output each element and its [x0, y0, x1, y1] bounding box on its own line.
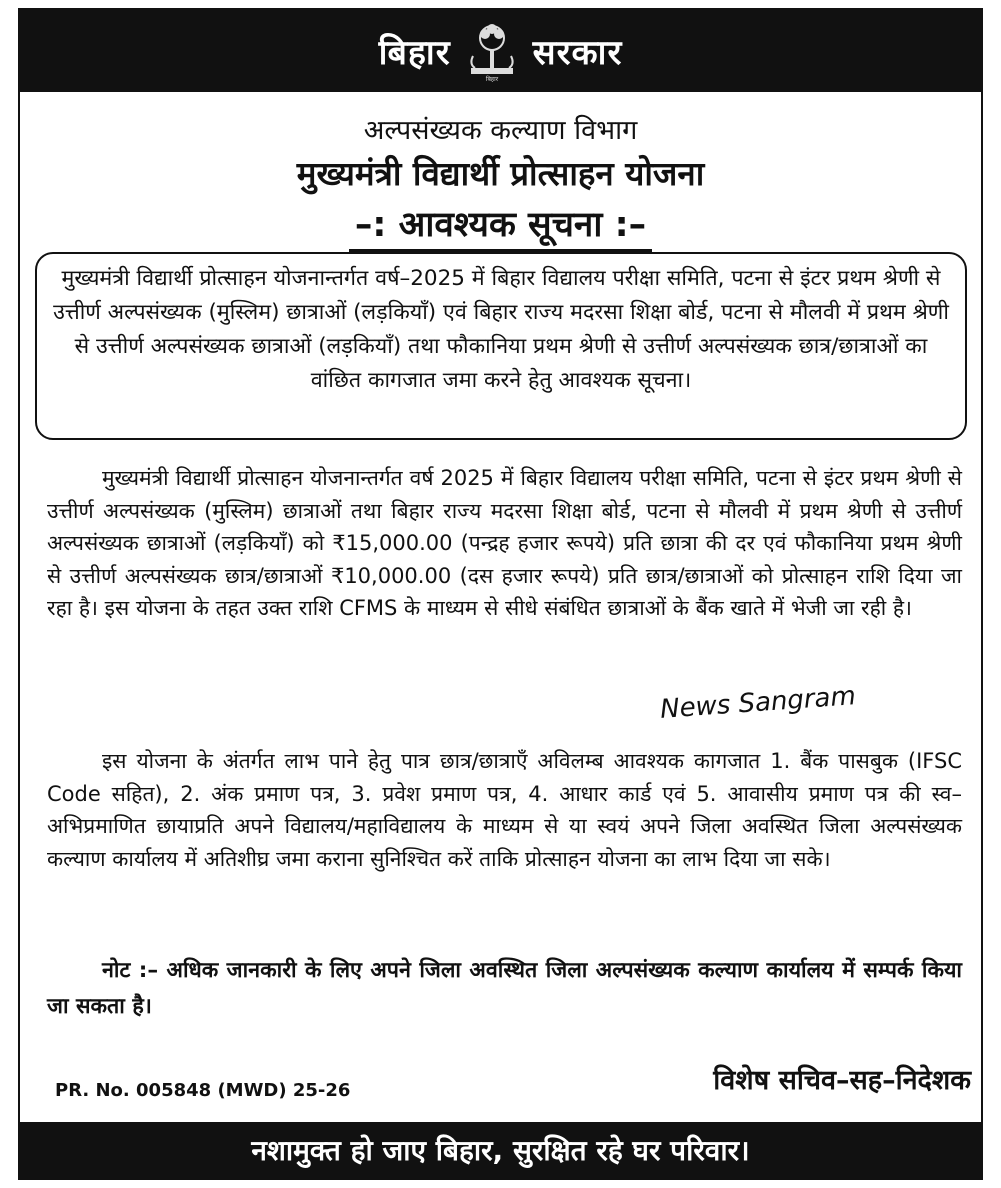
watermark-text: News Sangram	[651, 681, 864, 726]
header-left-word: बिहार	[378, 33, 451, 73]
emblem-text: बिहार	[485, 76, 498, 82]
notice-document	[18, 8, 983, 1180]
paragraph-documents: इस योजना के अंतर्गत लाभ पाने हेतु पात्र छात्र/छात्राएँ अविलम्ब आवश्यक कागजात 1. बैंक पासबुक (IFSC Code सहित), 2. अंक प्रमाण पत्र, 3. प्रवेश प्रमाण पत्र, 4. आधार कार्ड एवं 5. आवासीय प्रमाण पत्र की स्व–अभिप्रमाणित छायाप्रति अपने विद्यालय/महाविद्यालय के माध्यम से या स्वयं अपने जिला अवस्थित जिला अल्पसंख्यक कल्याण कार्यालय में अतिशीघ्र जमा कराना सुनिश्चित करें ताकि प्रोत्साहन योजना का लाभ दिया जा सके।	[47, 749, 962, 871]
signatory: विशेष सचिव–सह–निदेशक	[713, 1065, 971, 1096]
note-text: नोट :– अधिक जानकारी के लिए अपने जिला अवस्थित जिला अल्पसंख्यक कल्याण कार्यालय में सम्पर्क किया जा सकता है।	[47, 958, 962, 1019]
footer-slogan: नशामुक्त हो जाए बिहार, सुरक्षित रहे घर परिवार।	[20, 1122, 981, 1178]
government-header	[20, 10, 981, 92]
pr-number: PR. No. 005848 (MWD) 25-26	[55, 1080, 351, 1101]
department-name: अल्पसंख्यक कल्याण विभाग	[363, 115, 638, 146]
paragraph-amounts: मुख्यमंत्री विद्यार्थी प्रोत्साहन योजनान्तर्गत वर्ष 2025 में बिहार विद्यालय परीक्षा समिति, पटना से इंटर प्रथम श्रेणी से उत्तीर्ण अल्पसंख्यक (मुस्लिम) छात्राओं तथा बिहार राज्य मदरसा शिक्षा बोर्ड, पटना से मौलवी में प्रथम श्रेणी से उत्तीर्ण अल्पसंख्यक छात्राओं (लड़कियाँ) को ₹15,000.00 (पन्द्रह हजार रूपये) प्रति छात्रा की दर एवं फौकानिया प्रथम श्रेणी से उत्तीर्ण अल्पसंख्यक छात्र/छात्राओं ₹10,000.00 (दस हजार रूपये) प्रति छात्र/छात्राओं को प्रोत्साहन राशि दिया जा रहा है। इस योजना के तहत उक्त राशि CFMS के माध्यम से सीधे संबंधित छात्राओं के बैंक खाते में भेजी जा रही है।	[47, 466, 962, 620]
notice-heading: –: आवश्यक सूचना :–	[349, 200, 652, 252]
bihar-emblem-icon	[465, 20, 519, 82]
scheme-title: मुख्यमंत्री विद्यार्थी प्रोत्साहन योजना	[296, 154, 705, 193]
summary-box: मुख्यमंत्री विद्यार्थी प्रोत्साहन योजनान्तर्गत वर्ष–2025 में बिहार विद्यालय परीक्षा समिति, पटना से इंटर प्रथम श्रेणी से उत्तीर्ण अल्पसंख्यक (मुस्लिम) छात्राओं (लड़कियाँ) एवं बिहार राज्य मदरसा शिक्षा बोर्ड, पटना से मौलवी में प्रथम श्रेणी से उत्तीर्ण अल्पसंख्यक छात्राओं (लड़कियाँ) तथा फौकानिया प्रथम श्रेणी से उत्तीर्ण अल्पसंख्यक छात्र/छात्राओं का वांछित कागजात जमा करने हेतु आवश्यक सूचना।	[35, 252, 967, 440]
header-right-word: सरकार	[532, 33, 623, 73]
